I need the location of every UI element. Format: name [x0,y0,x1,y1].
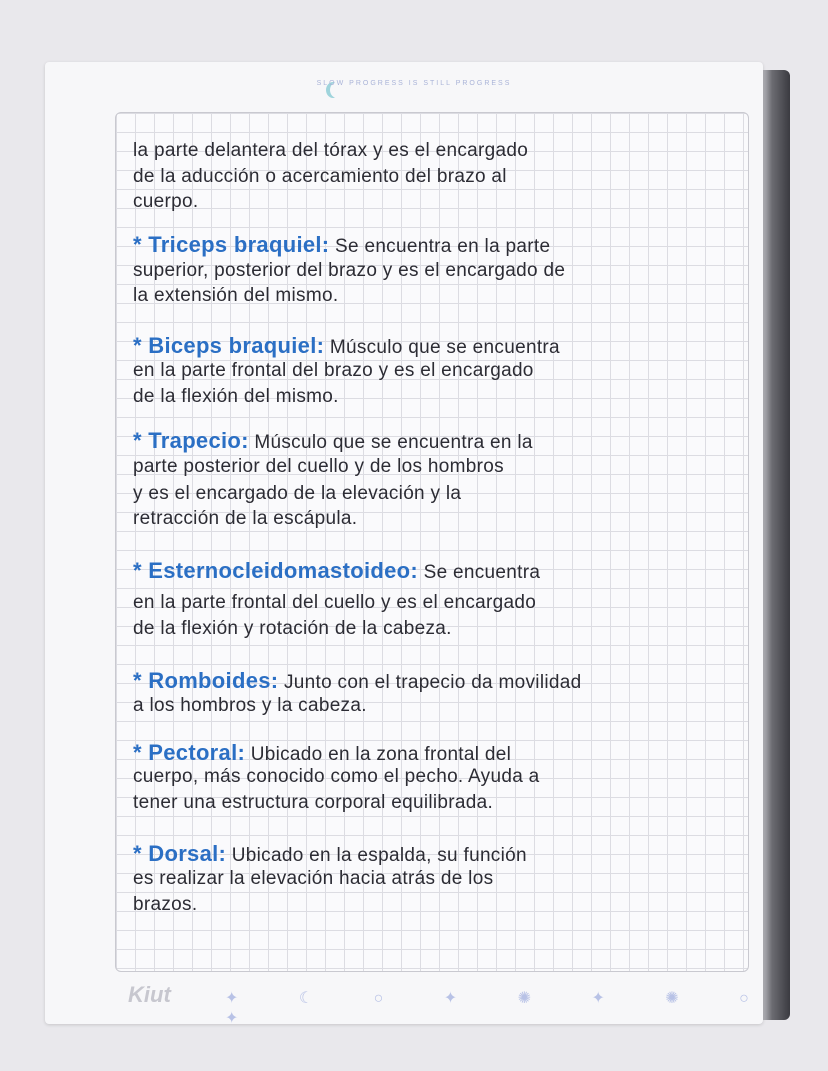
notebook-spine [760,70,790,1020]
note-text: en la parte frontal del brazo y es el encargado [133,360,534,381]
note-line [133,386,339,408]
note-text: Se encuentra [423,562,541,583]
note-line [133,456,504,478]
section-title: * Triceps braquiel: [133,232,330,257]
note-text: superior, posterior del brazo y es el encargado de [133,260,566,281]
note-text: Junto con el trapecio da movilidad [283,672,582,693]
note-line [133,868,493,890]
note-line [133,618,452,640]
section-heading-line [133,841,527,867]
note-line [133,285,338,307]
note-text: parte posterior del cuello y de los hombros [133,456,504,477]
section-heading-line [133,668,581,694]
section-heading-line [133,428,533,454]
note-line [133,894,197,916]
section-title: * Pectoral: [133,740,246,765]
note-text: cuerpo, más conocido como el pecho. Ayuda a [133,766,540,787]
note-line [133,483,461,505]
page-header-motto: SLOW PROGRESS IS STILL PROGRESS [316,80,512,87]
section-heading-line [133,333,560,359]
note-text: retracción de la escápula. [133,508,358,529]
note-text: cuerpo. [133,191,199,212]
note-text: brazos. [133,894,198,915]
note-text: Se encuentra en la parte [335,236,551,257]
note-text: la extensión del mismo. [133,285,339,306]
note-line [133,508,357,530]
section-title: * Romboides: [133,668,279,693]
note-text: Ubicado en la zona frontal del [250,744,512,765]
note-text: tener una estructura corporal equilibrada. [133,792,494,813]
note-line [133,166,507,188]
note-line [133,140,528,162]
note-text: de la flexión y rotación de la cabeza. [133,618,452,639]
note-text: la parte delantera del tórax y es el encargado [133,140,529,161]
note-line [133,695,367,717]
note-line [133,191,198,213]
note-line [133,592,536,614]
brand-logo: Kiut [128,982,171,1007]
section-title: * Dorsal: [133,841,227,866]
footer-decoration: ✦ ☾ ○ ✦ ✺ ✦ ✺ ○ ✦ [225,990,777,1027]
note-line [133,792,493,814]
note-text: en la parte frontal del cuello y es el encargado [133,592,537,613]
section-heading-line [133,232,550,258]
note-line [133,766,540,788]
note-text: de la flexión del mismo. [133,386,339,407]
note-text: de la aducción o acercamiento del brazo al [133,166,507,187]
note-line [133,260,565,282]
section-title: * Biceps braquiel: [133,333,325,358]
note-text: Músculo que se encuentra en la [254,432,533,453]
section-title: * Trapecio: [133,428,249,453]
note-text: Músculo que se encuentra [329,337,560,358]
section-title: * Esternocleidomastoideo: [133,558,419,583]
note-text: y es el encargado de la elevación y la [133,483,462,504]
note-line [133,360,534,382]
note-text: a los hombros y la cabeza. [133,695,367,716]
section-heading-line [133,558,540,584]
section-heading-line [133,740,511,766]
note-text: es realizar la elevación hacia atrás de los [133,868,494,889]
note-text: Ubicado en la espalda, su función [231,845,527,866]
